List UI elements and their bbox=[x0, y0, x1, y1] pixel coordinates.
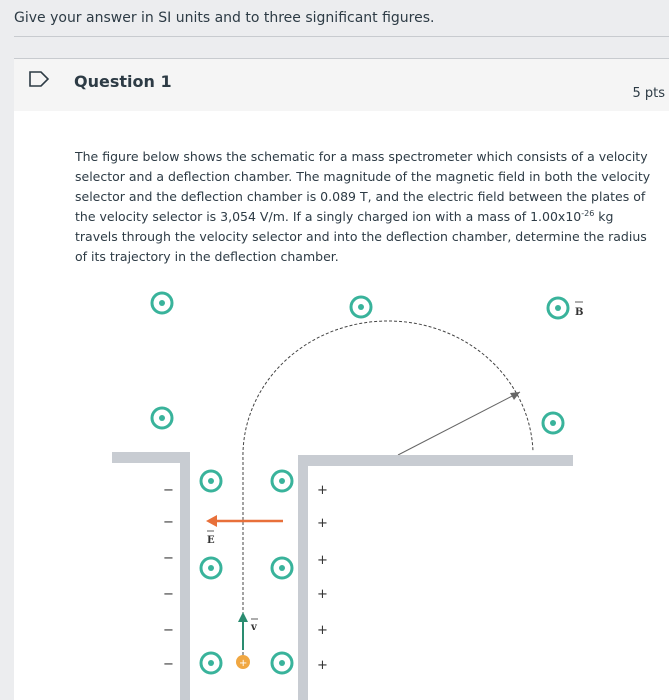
negative-sign: − bbox=[163, 483, 174, 498]
b-field-dot-icon bbox=[272, 471, 292, 491]
e-field-arrowhead bbox=[206, 515, 217, 527]
velocity-label: v bbox=[251, 622, 257, 633]
instructions-text: Give your answer in SI units and to three significant figures. bbox=[14, 10, 435, 26]
positive-sign: + bbox=[317, 483, 328, 498]
negative-sign: − bbox=[163, 551, 174, 566]
question-points: 5 pts bbox=[632, 86, 665, 101]
negative-plate bbox=[180, 452, 190, 700]
b-field-dot-icon bbox=[152, 293, 172, 313]
b-field-dot-icon bbox=[152, 408, 172, 428]
b-field-label: B bbox=[575, 307, 584, 318]
question-title: Question 1 bbox=[74, 72, 172, 91]
b-field-dot-icon bbox=[548, 298, 568, 318]
b-field-dot-icon bbox=[201, 558, 221, 578]
b-field-dot-icon bbox=[201, 471, 221, 491]
positive-sign: + bbox=[317, 658, 328, 673]
positive-sign: + bbox=[317, 516, 328, 531]
negative-sign: − bbox=[163, 515, 174, 530]
velocity-arrowhead bbox=[238, 612, 248, 622]
negative-sign: − bbox=[163, 623, 174, 638]
b-field-dot-icon bbox=[201, 653, 221, 673]
negative-sign: − bbox=[163, 657, 174, 672]
b-field-dot-icon bbox=[543, 413, 563, 433]
top-right-plate bbox=[298, 455, 573, 466]
positive-sign: + bbox=[317, 553, 328, 568]
b-field-dot-icon bbox=[351, 297, 371, 317]
ion-charge-label: + bbox=[239, 658, 248, 669]
question-text-part1: The figure below shows the schematic for a mass spectrometer which consists of a velocity selector and a deflection chamber. The magnitude of the magnetic field in both the velocity selector and the deflection chamber is 0.089 T, and the electric field between the plates of the velocity selector is 3,054 V/m. If a singly charged ion with a mass of 1.00x10 bbox=[75, 149, 651, 224]
b-field-dot-icon bbox=[272, 558, 292, 578]
e-field-label: E bbox=[207, 535, 215, 546]
question-text-part2: kg travels through the velocity selector and into the deflection chamber, determine the radius of its trajectory in the deflection chamber. bbox=[75, 209, 647, 264]
top-left-plate bbox=[112, 452, 190, 463]
positive-sign: + bbox=[317, 623, 328, 638]
radius-line bbox=[398, 392, 520, 455]
positive-plate bbox=[298, 455, 308, 700]
mass-exponent: -26 bbox=[581, 208, 595, 218]
ion-trajectory-arc bbox=[243, 321, 533, 460]
positive-sign: + bbox=[317, 587, 328, 602]
negative-sign: − bbox=[163, 587, 174, 602]
b-field-dot-icon bbox=[272, 653, 292, 673]
